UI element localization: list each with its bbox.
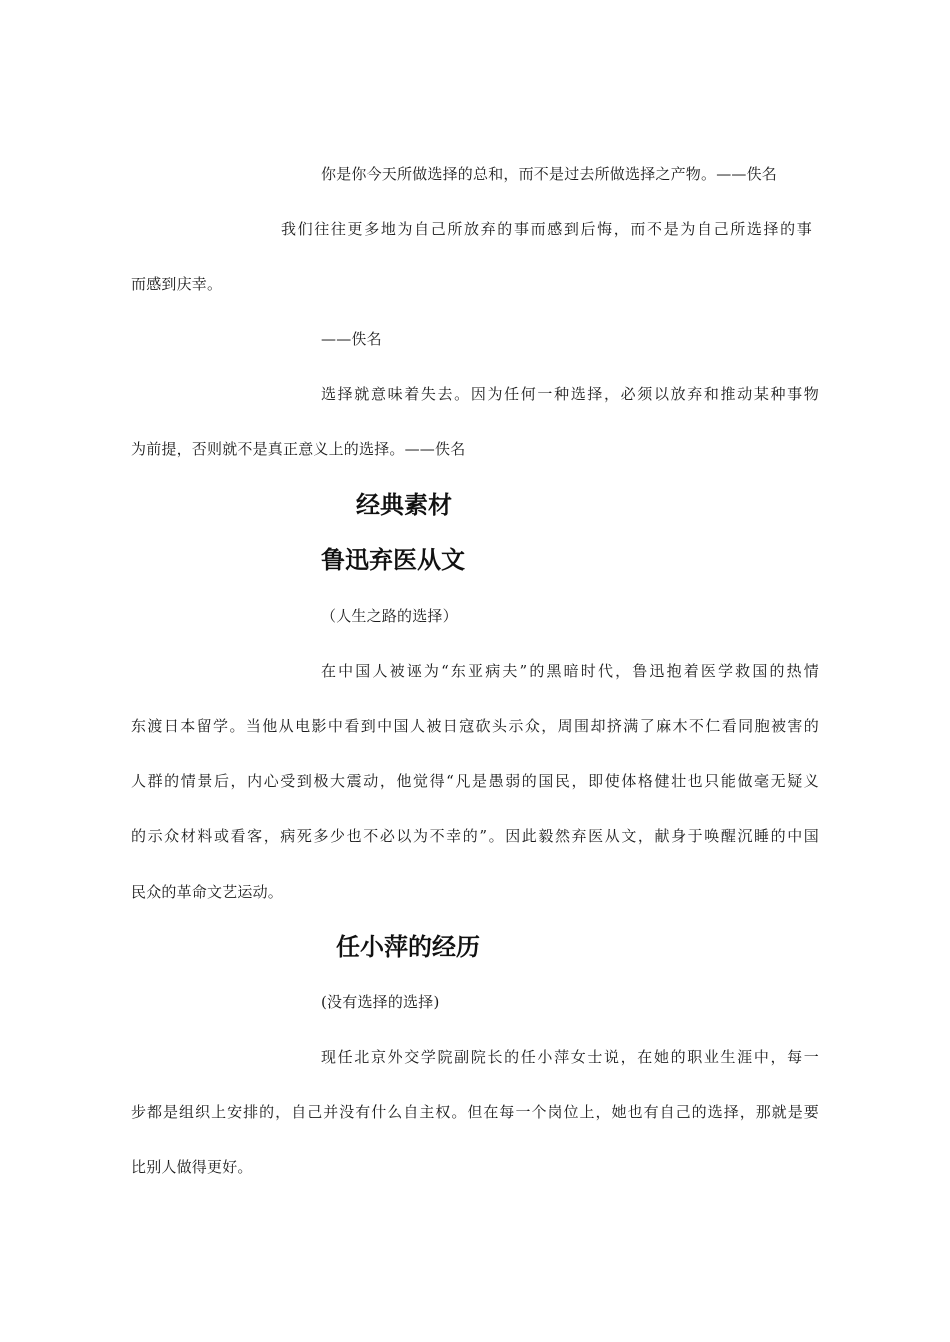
quote-1: 你是你今天所做选择的总和，而不是过去所做选择之产物。——佚名 [321,165,778,183]
story-2-line-2: 步都是组织上安排的，自己并没有什么自主权。但在每一个岗位上，她也有自己的选择，那就是要 [131,1103,819,1121]
quote-2-author: ——佚名 [321,330,382,348]
quote-3-line-2: 为前提，否则就不是真正意义上的选择。——佚名 [131,440,466,458]
quote-3-line-1: 选择就意味着失去。因为任何一种选择，必须以放弃和推动某种事物 [321,385,819,403]
story-1-line-4: 的示众材料或看客，病死多少也不必以为不幸的”。因此毅然弃医从文，献身于唤醒沉睡的中国 [131,827,819,845]
story-2-line-3: 比别人做得更好。 [131,1158,253,1176]
story-1-title: 鲁迅弃医从文 [321,546,465,574]
story-1-line-3: 人群的情景后，内心受到极大震动，他觉得“凡是愚弱的国民，即使体格健壮也只能做毫无疑义 [131,772,819,790]
section-title: 经典素材 [356,491,452,519]
story-2-subtitle: (没有选择的选择) [321,993,440,1011]
story-2-line-1: 现任北京外交学院副院长的任小萍女士说，在她的职业生涯中，每一 [321,1048,819,1066]
story-1-subtitle: （人生之路的选择） [321,607,458,625]
quote-2-line-1: 我们往往更多地为自己所放弃的事而感到后悔，而不是为自己所选择的事 [281,220,812,238]
quote-2-line-2: 而感到庆幸。 [131,275,223,293]
story-1-line-5: 民众的革命文艺运动。 [131,883,284,901]
story-1-line-2: 东渡日本留学。当他从电影中看到中国人被日寇砍头示众，周围却挤满了麻木不仁看同胞被害的 [131,717,819,735]
story-1-line-1: 在中国人被诬为“东亚病夫”的黑暗时代，鲁迅抱着医学救国的热情 [321,662,819,680]
story-2-title: 任小萍的经历 [336,933,480,961]
